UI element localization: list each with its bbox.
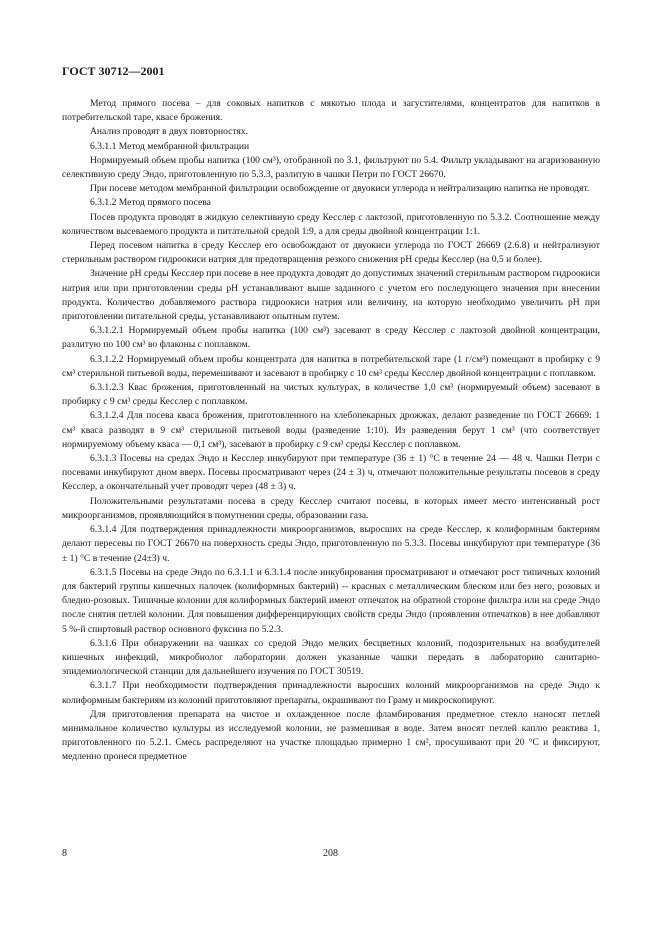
paragraph: Для приготовления препарата на чистое и охлажденное после фламбирования предметное стекло наносят петлей минимальное количество культуры из исследуемой колонии, не размешивая в воде. Затем вносят петлей каплю реактива 1, приготовленного по 5.2.1. Смесь распределяют на участке площадью примерно 1 см², просушивают при 20 °С и фиксируют, медленно пронеся предметное (62, 708, 600, 763)
page-number: 208 (323, 848, 338, 859)
paragraph: 6.3.1.5 Посевы на среде Эндо по 6.3.1.1 и 6.3.1.4 после инкубирования просматривают и отмечают рост типичных колоний для бактерий группы кишечных палочек (колиформных бактерий) -- красных с металлическим блеском или без него, розовых и бледно-розовых. Типичные колонии для колиформных бактерий имеют отпечаток на обратной стороне фильтра или на среде Эндо после снятия петлей колонии. Для повышения дифференцирующих свойств среды Эндо (проявления отпечатков) в нее добавляют 5 %-й спиртовый раствор основного фуксина по 5.2.3. (62, 566, 600, 635)
paragraph: 6.3.1.4 Для подтверждения принадлежности микроорганизмов, выросших на среде Кесслер, к колиформным бактериям делают пересевы по ГОСТ 26670 на поверхность среды Эндо, приготовленную по 5.3.3. Посевы инкубируют при температуре (36 ± 1) °С в течение (24±3) ч. (62, 524, 600, 564)
paragraph: 6.3.1.6 При обнаружении на чашках со средой Эндо мелких бесцветных колоний, подозрительных на возбудителей кишечных инфекций, микробиолог лаборатории должен указанные чашки передать в лабораторию санитарно-эпидемиологической станции для дальнейшего изучения по ГОСТ 30519. (62, 637, 600, 678)
document-header: ГОСТ 30712—2001 (62, 64, 165, 78)
paragraph: Метод прямого посева – для соковых напитков с мякотью плода и загустителями, концентратов для напитков в потребительской таре, квасе брожения. (62, 98, 600, 124)
paragraph: Анализ проводят в двух повторностях. (90, 126, 249, 138)
paragraph: Значение рН среды Кесслер при посеве в нее продукта доводят до допустимых значений стерильным раствором гидроокиси натрия или при приготовлении среды рН устанавливают выше заданного с учетом его последующего значения при внесении продукта. Количество добавляемого раствора гидроокиси натрия или величину, на которую необходимо увеличить рН при приготовлении питательной среды, устанавливают опытным путем. (62, 268, 600, 323)
paragraph: Нормируемый объем пробы напитка (100 см³), отобранной по 3.1, фильтруют по 5.4. Фильтр укладывают на агаризованную селективную среду Эндо, приготовленную по 5.3.3, разлитую в чашки Петри по ГОСТ 26670. (62, 154, 600, 181)
paragraph: 6.3.1.2.1 Нормируемый объем пробы напитка (100 см³) засевают в среду Кесслер с лактозой двойной концентрации, разлитую по 100 см³ во флаконы с поплавком. (62, 325, 600, 351)
paragraph: Положительными результатами посева в среду Кесслер считают посевы, в которых имеет место интенсивный рост микроорганизмов, проявляющийся в помутнении среды, образовании газа. (62, 495, 600, 521)
paragraph: 6.3.1.1 Метод мембранной фильтрации (90, 140, 250, 152)
paragraph: 6.3.1.2.2 Нормируемый объем пробы концентрата для напитка в потребительской таре (1 г/см³) помещают в пробирку с 9 см³ стерильной питьевой воды, перемешивают и засевают в пробирку с 10 см³ среды Кесслер двойной концентрации с поплавком. (62, 353, 600, 379)
paragraph: 6.3.1.2.4 Для посева кваса брожения, приготовленного на хлебопекарных дрожжах, делают разведение по ГОСТ 26669: 1 см³ кваса разводят в 9 см³ стерильной питьевой воды (разведение 1:10). Из разведения берут 1 см³ (что соответствует нормируемому объему кваса — 0,1 см³), засевают в пробирку с 9 см³ среды Кесслер с поплавком. (62, 410, 600, 450)
paragraph: 6.3.1.3 Посевы на средах Эндо и Кесслер инкубируют при температуре (36 ± 1) °С в течение 24 — 48 ч. Чашки Петри с посевами инкубируют дном вверх. Посевы просматривают через (24 ± 3) ч, отмечают положительные результаты посевов в среду Кесслер, а окончательный учет проводят через (48 ± 3) ч. (62, 453, 600, 493)
paragraph: 6.3.1.2.3 Квас брожения, приготовленный на чистых культурах, в количестве 1,0 см³ (нормируемый объем) засевают в пробирку с 9 см³ среды Кесслер с поплавком. (62, 382, 600, 408)
paragraph: 6.3.1.2 Метод прямого посева (90, 197, 211, 209)
paragraph: При посеве методом мембранной фильтрации освобождение от двуокиси углерода и нейтрализацию напитка не проводят. (90, 183, 590, 195)
page-number-local: 8 (62, 848, 67, 859)
paragraph: 6.3.1.7 При необходимости подтверждения принадлежности выросших колоний микроорганизмов на среде Эндо к колиформным бактериям из колоний приготовляют препараты, окрашивают по Граму и микроскопируют. (62, 680, 600, 706)
paragraph: Перед посевом напитка в среду Кесслер его освобождают от двуокиси углерода по ГОСТ 26669 (2.6.8) и нейтрализуют стерильным раствором гидроокиси натрия для предотвращения резкого снижения рН среды Кесслер (на 0,5 и более). (62, 240, 600, 266)
paragraph: Посев продукта проводят в жидкую селективную среду Кесслер с лактозой, приготовленную по 5.3.2. Соотношение между количеством высеваемого продукта и питательной средой 1:9, а для среды двойной концентрации 1:1. (62, 211, 600, 237)
document-body (62, 97, 600, 765)
